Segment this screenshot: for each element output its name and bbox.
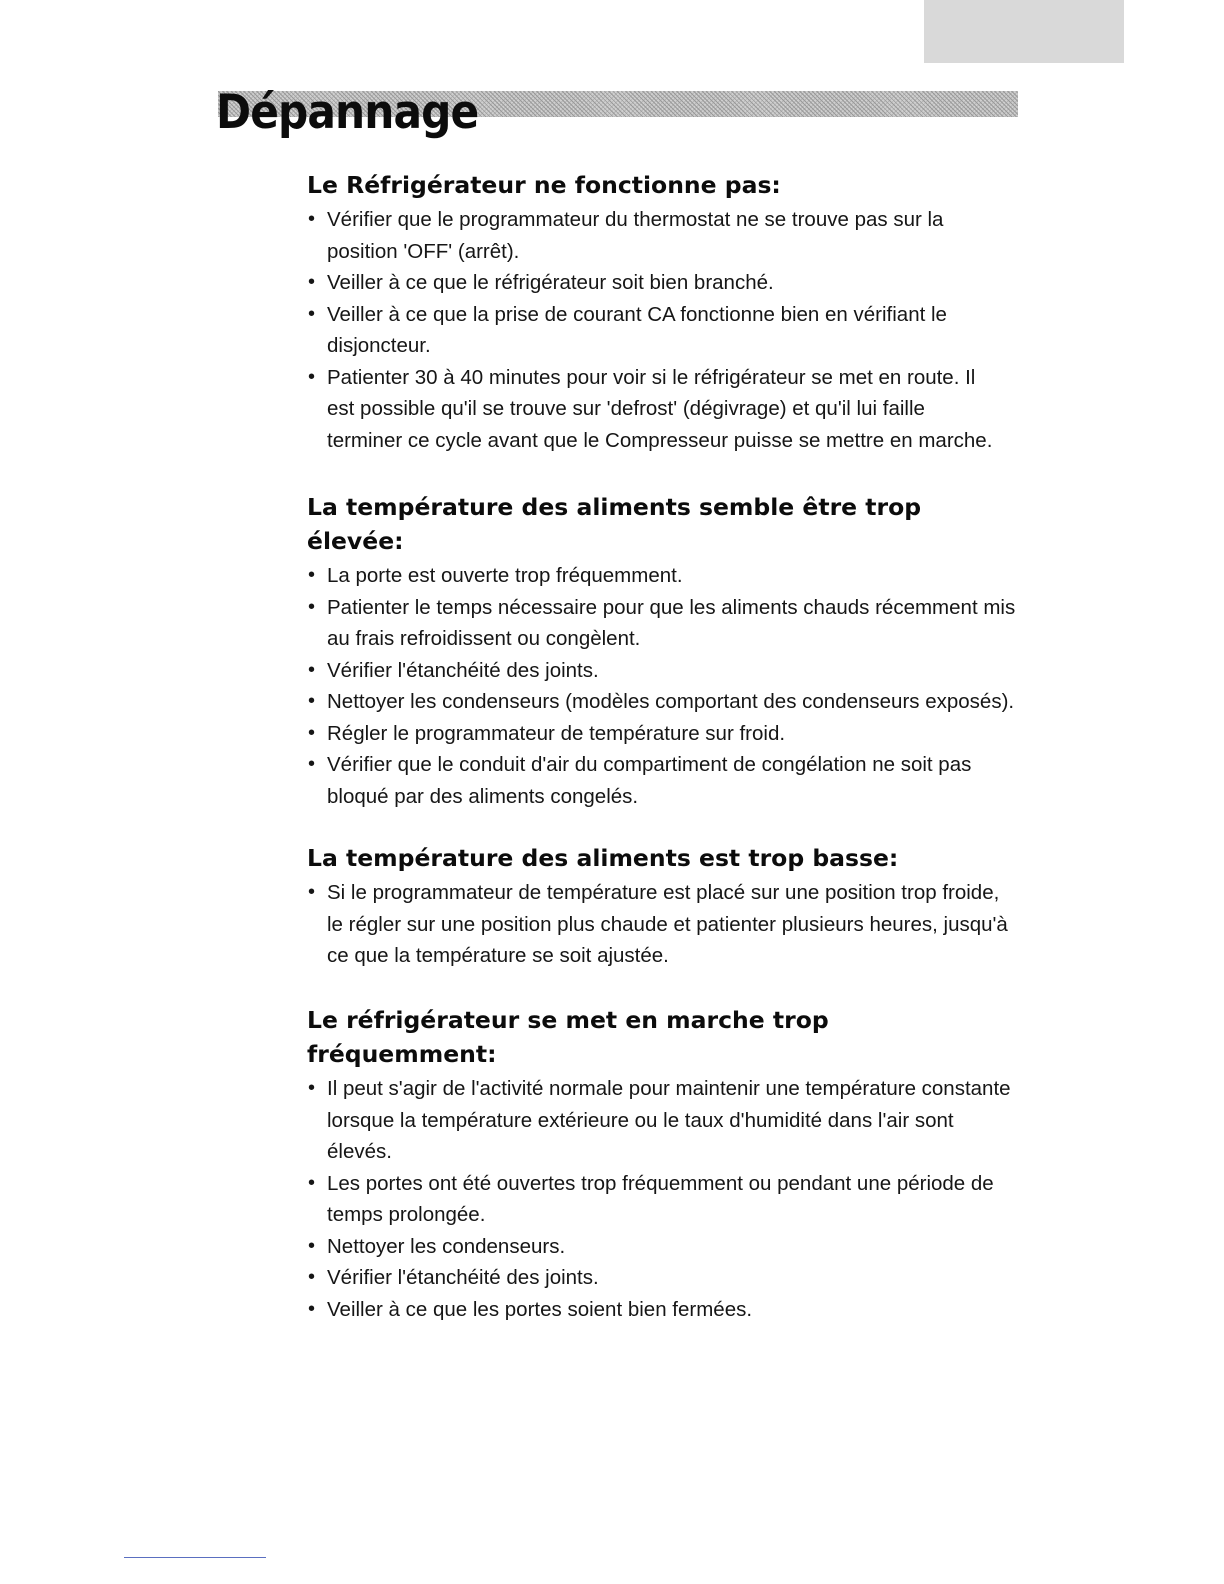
section-not-working [307,168,997,456]
section-heading: Le Réfrigérateur ne fonctionne pas: [307,171,781,199]
list-item: • Nettoyer les condenseurs. [307,1231,1017,1263]
footer-rule [124,1557,266,1558]
list-item: • Vérifier que le programmateur du thermostat ne se trouve pas sur la position 'OFF' (arrêt). [307,204,997,267]
page-title: Dépannage [216,85,479,140]
list-item: • Veiller à ce que les portes soient bien fermées. [307,1294,1017,1326]
section-runs-too-often [307,1003,1017,1325]
bullet-list [307,560,1017,812]
list-item: • Vérifier l'étanchéité des joints. [307,655,1017,687]
list-item: • Veiller à ce que la prise de courant CA fonctionne bien en vérifiant le disjoncteur. [307,299,997,362]
list-item: • Vérifier l'étanchéité des joints. [307,1262,1017,1294]
list-item: • Patienter 30 à 40 minutes pour voir si le réfrigérateur se met en route. Il est possible qu'il se trouve sur 'defrost' (dégivrage) et qu'il lui faille terminer ce cycle avant que le Compresseur puisse se mettre en marche. [307,362,997,457]
bullet-list [307,1073,1017,1325]
list-item: • Il peut s'agir de l'activité normale pour maintenir une température constante lorsque la température extérieure ou le taux d'humidité dans l'air sont élevés. [307,1073,1017,1168]
list-item: • Les portes ont été ouvertes trop fréquemment ou pendant une période de temps prolongée. [307,1168,1017,1231]
section-heading: La température des aliments est trop basse: [307,844,899,872]
bullet-list [307,877,1017,972]
section-heading: Le réfrigérateur se met en marche trop fréquemment: [307,1006,829,1068]
section-temperature-too-low [307,841,1017,972]
list-item: • Veiller à ce que le réfrigérateur soit bien branché. [307,267,997,299]
section-heading: La température des aliments semble être trop élevée: [307,493,922,555]
list-item: • Vérifier que le conduit d'air du compartiment de congélation ne soit pas bloqué par des aliments congelés. [307,749,1017,812]
section-temperature-too-high [307,490,1017,812]
bullet-list [307,204,997,456]
list-item: • Patienter le temps nécessaire pour que les aliments chauds récemment mis au frais refroidissent ou congèlent. [307,592,1017,655]
list-item: • Nettoyer les condenseurs (modèles comportant des condenseurs exposés). [307,686,1017,718]
page-corner-tab [924,0,1124,63]
list-item: • Si le programmateur de température est placé sur une position trop froide, le régler sur une position plus chaude et patienter plusieurs heures, jusqu'à ce que la température se soit ajustée. [307,877,1017,972]
list-item: • La porte est ouverte trop fréquemment. [307,560,1017,592]
list-item: • Régler le programmateur de température sur froid. [307,718,1017,750]
